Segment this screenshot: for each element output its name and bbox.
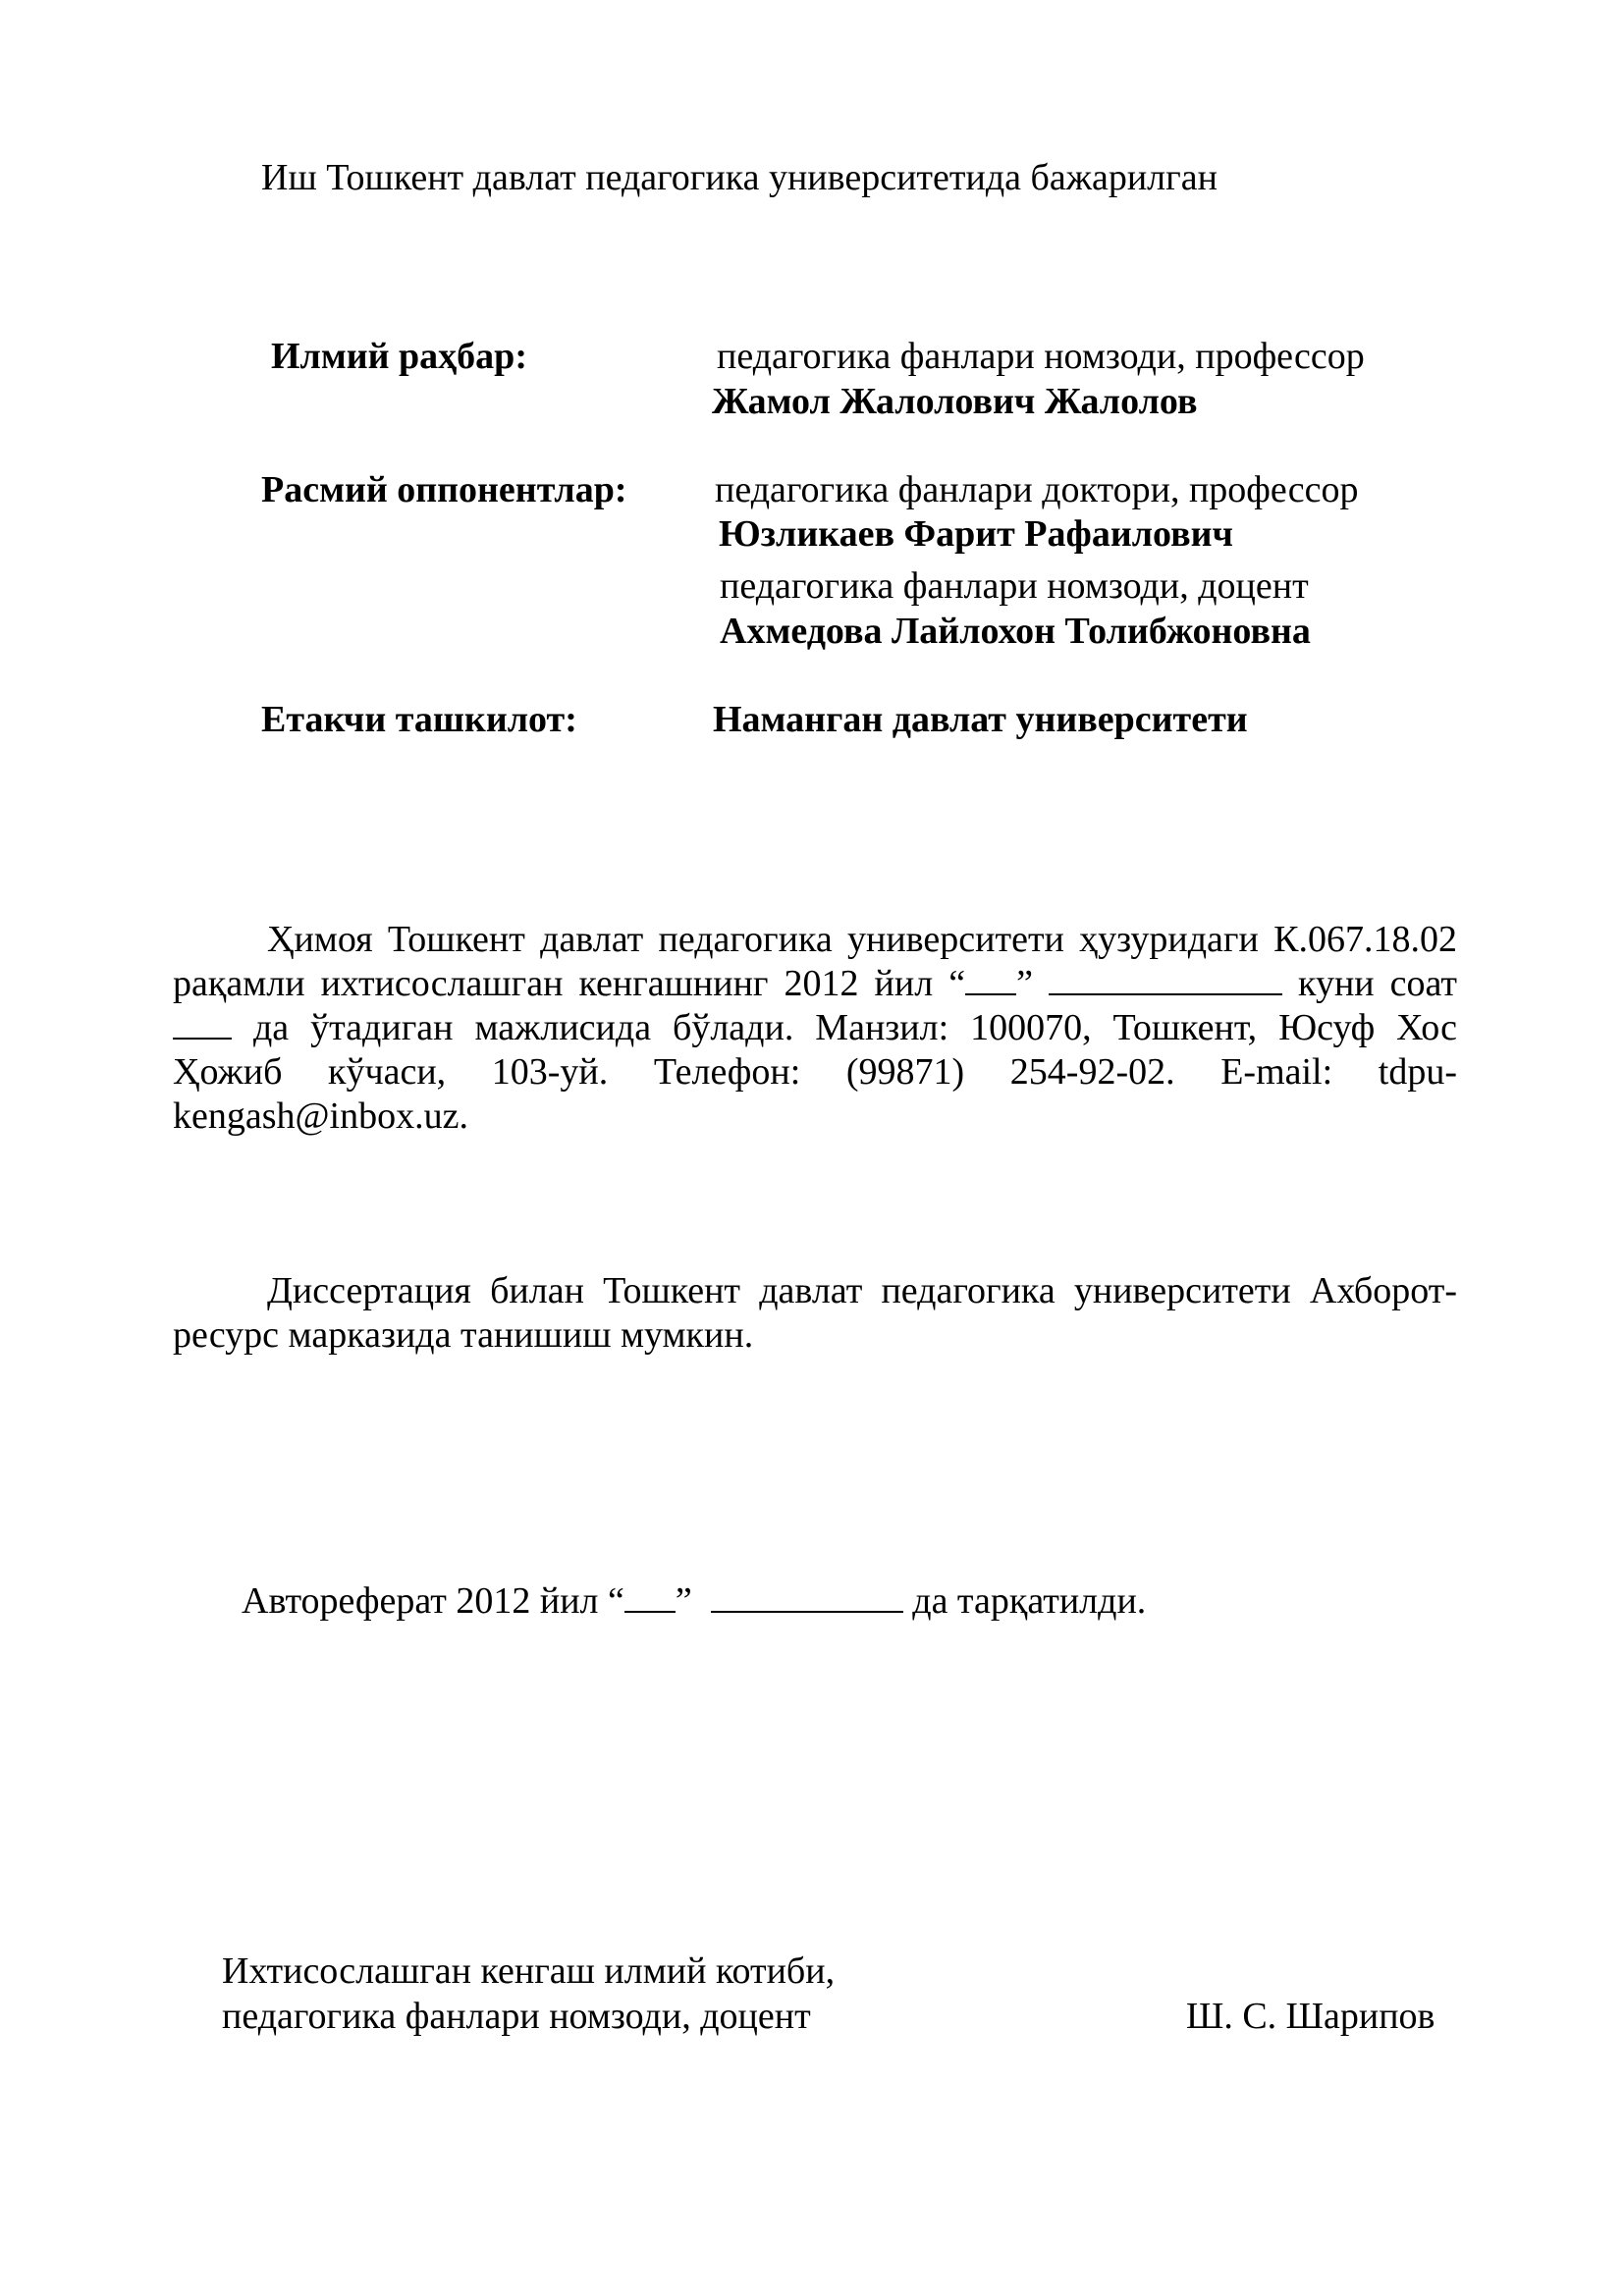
signature-line-2: педагогика фанлари номзоди, доцент [222,1996,811,2037]
autoreferat-suffix: да тарқатилди. [912,1580,1147,1622]
defense-text-part3: куни соат [1298,963,1458,1004]
defense-paragraph [173,918,1457,1139]
defense-text-part2: ” [1016,963,1033,1004]
opponents-label: Расмий оппонентлар: [261,469,627,510]
autoreferat-day-blank [624,1581,676,1613]
dissertation-paragraph [173,1269,1457,1358]
opponent-2-name: Ахмедова Лайлохон Толибжоновна [720,611,1311,652]
supervisor-title: педагогика фанлари номзоди, профессор [717,336,1365,377]
supervisor-label: Илмий раҳбар: [271,336,527,377]
autoreferat-line [242,1578,1146,1624]
day-blank [965,964,1016,995]
autoreferat-month-blank [711,1581,903,1613]
defense-text-part4: да ўтадиган мажлисида бўлади. Манзил: 100070, Тошкент, Юсуф Хос Ҳожиб кўчаси, 103-уй. Телефон: (99871) 254-92-02. E-mail: tdpu-kengash@inbox.uz. [173,1007,1458,1137]
opponent-1-name: Юзликаев Фарит Рафаилович [719,513,1233,555]
autoreferat-prefix: Автореферат 2012 йил “ [242,1580,624,1622]
month-blank [1049,964,1282,995]
signature-line-1: Ихтисослашган кенгаш илмий котиби, [222,1950,836,1992]
hour-blank [173,1008,232,1040]
work-done-line: Иш Тошкент давлат педагогика университетида бажарилган [261,157,1218,198]
dissertation-text: Диссертация билан Тошкент давлат педагогика университети Ахборот-ресурс марказида танишиш мумкин. [173,1270,1457,1356]
autoreferat-close-quote: ” [675,1580,692,1622]
opponent-1-title: педагогика фанлари доктори, профессор [715,469,1359,510]
leading-org-name: Наманган давлат университети [713,699,1248,740]
leading-org-label: Етакчи ташкилот: [261,699,577,740]
defense-text-part1: Ҳимоя Тошкент давлат педагогика университети ҳузуридаги К.067.18.02 рақамли ихтисослашган кенгашнинг 2012 йил “ [173,919,1457,1004]
signatory-name: Ш. С. Шарипов [1186,1996,1435,2037]
opponent-2-title: педагогика фанлари номзоди, доцент [720,565,1309,607]
supervisor-name: Жамол Жалолович Жалолов [712,381,1198,422]
